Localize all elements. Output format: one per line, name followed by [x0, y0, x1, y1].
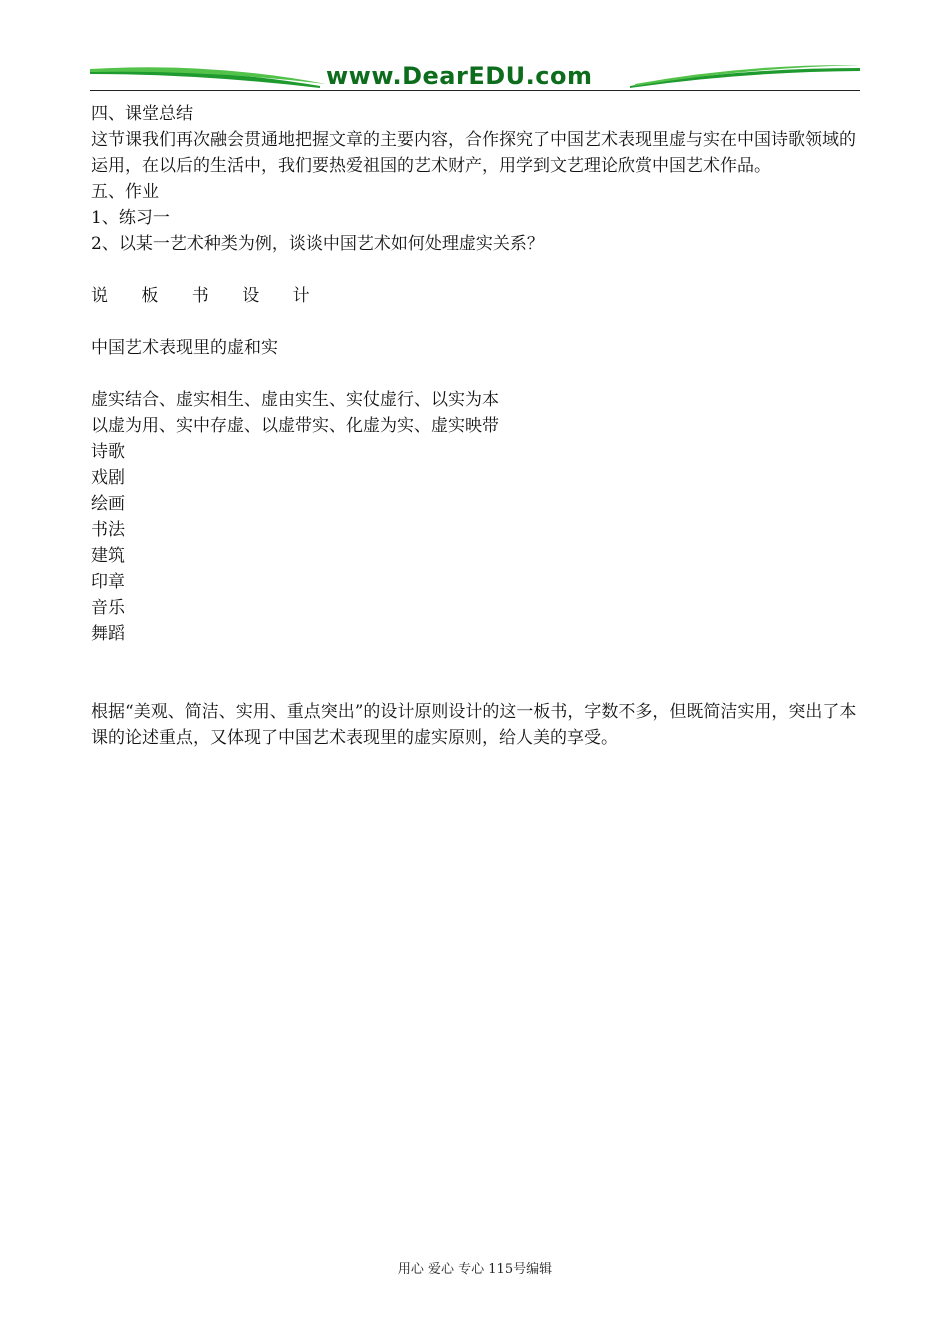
board-line: 虚实结合、虚实相生、虚由实生、实仗虚行、以实为本	[91, 390, 499, 410]
homework-heading: 五、作业	[91, 182, 159, 202]
page-header	[90, 60, 860, 94]
art-form-item: 舞蹈	[91, 624, 125, 644]
board-design-heading: 说 板 书 设 计	[91, 286, 324, 306]
spacer	[91, 361, 866, 387]
summary-heading: 四、课堂总结	[91, 104, 193, 124]
art-form-item: 诗歌	[91, 442, 125, 462]
spacer	[91, 309, 866, 335]
page-footer: 用心 爱心 专心 115号编辑	[397, 1262, 553, 1277]
board-title: 中国艺术表现里的虚和实	[91, 338, 278, 358]
art-form-item: 音乐	[91, 598, 125, 618]
spacer	[91, 673, 866, 699]
homework-item: 1、练习一	[91, 208, 170, 228]
art-form-item: 书法	[91, 520, 125, 540]
conclusion-paragraph: 根据“美观、简洁、实用、重点突出”的设计原则设计的这一板书，字数不多，但既简洁实用，突出了本课的论述重点，又体现了中国艺术表现里的虚实原则，给人美的享受。	[91, 702, 857, 748]
art-form-item: 印章	[91, 572, 125, 592]
art-form-item: 戏剧	[91, 468, 125, 488]
board-line: 以虚为用、实中存虚、以虚带实、化虚为实、虚实映带	[91, 416, 499, 436]
homework-item: 2、以某一艺术种类为例，谈谈中国艺术如何处理虚实关系？	[91, 234, 544, 254]
art-form-item: 建筑	[91, 546, 125, 566]
header-divider	[90, 90, 860, 91]
art-form-item: 绘画	[91, 494, 125, 514]
document-body	[91, 101, 866, 751]
site-logo: www.DearEDU.com	[326, 62, 593, 90]
spacer	[91, 257, 866, 283]
summary-paragraph: 这节课我们再次融会贯通地把握文章的主要内容，合作探究了中国艺术表现里虚与实在中国诗歌领域的运用，在以后的生活中，我们要热爱祖国的艺术财产，用学到文艺理论欣赏中国艺术作品。	[91, 130, 856, 176]
spacer	[91, 647, 866, 673]
